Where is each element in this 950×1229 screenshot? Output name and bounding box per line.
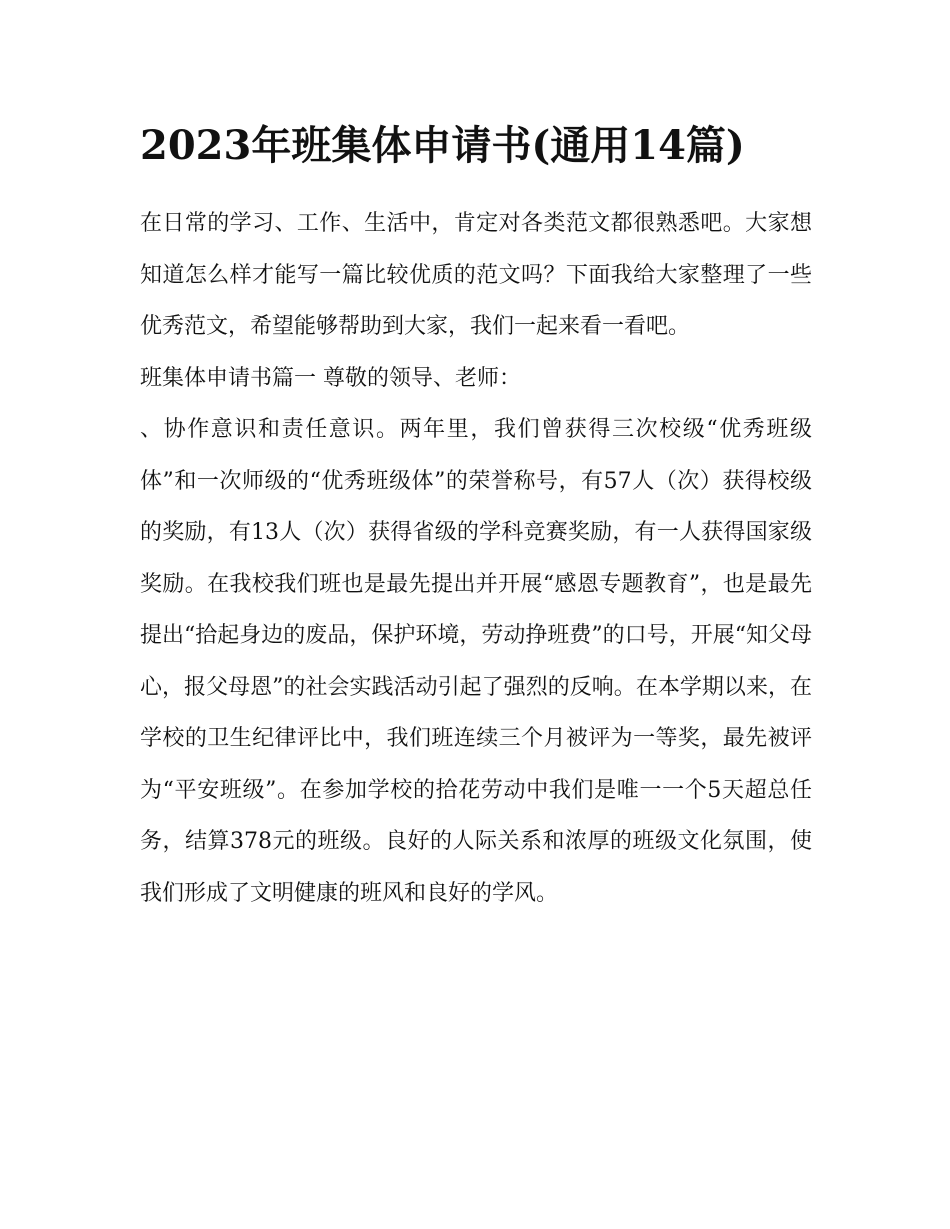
document-body	[140, 198, 812, 919]
body-paragraph: 、协作意识和责任意识。两年里，我们曾获得三次校级“优秀班级体”和一次师级的“优秀班级体”的荣誉称号，有57人（次）获得校级的奖励，有13人（次）获得省级的学科竞赛奖励，有一人获得国家级奖励。在我校我们班也是最先提出并开展“感恩专题教育”，也是最先提出“拾起身边的废品，保护环境，劳动挣班费”的口号，开展“知父母心，报父母恩”的社会实践活动引起了强烈的反响。在本学期以来，在学校的卫生纪律评比中，我们班连续三个月被评为一等奖，最先被评为“平安班级”。在参加学校的拾花劳动中我们是唯一一个5天超总任务，结算378元的班级。良好的人际关系和浓厚的班级文化氛围，使我们形成了文明健康的班风和良好的学风。	[140, 417, 812, 906]
section-heading-paragraph: 班集体申请书篇一 尊敬的领导、老师：	[140, 365, 521, 391]
intro-paragraph: 在日常的学习、工作、生活中，肯定对各类范文都很熟悉吧。大家想知道怎么样才能写一篇比较优质的范文吗？下面我给大家整理了一些优秀范文，希望能够帮助到大家，我们一起来看一看吧。	[140, 211, 812, 339]
document-title: 2023年班集体申请书(通用14篇)	[140, 122, 745, 169]
document-page	[140, 108, 812, 919]
